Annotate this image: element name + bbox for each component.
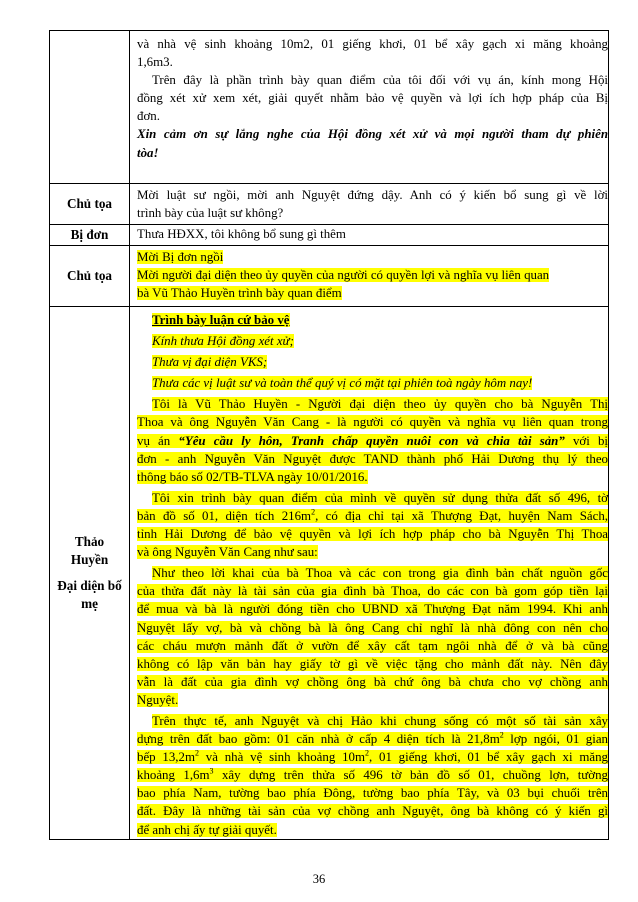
text-line: Tôi xin trình bày quan điểm của mình về quyền sử dụng thửa đất số 496, tờ [152, 490, 608, 505]
text-line: Mời Bị đơn ngồi [137, 250, 224, 264]
text-line: của thửa đất này là tài sản của gia đình bà Thoa, do các con bà gom góp tiền lại [137, 584, 608, 599]
speaker-label: Thảo [74, 533, 105, 549]
content-cell [130, 307, 609, 840]
text-line: Mời người đại diện theo ủy quyền của người có quyền lợi và nghĩa vụ liên quan [137, 268, 550, 283]
speaker-label: Chủ tọa [66, 196, 113, 211]
speaker-label: Chủ tọa [66, 268, 113, 283]
case-title: “Yêu cầu ly hôn, Tranh chấp quyền nuôi con và chia tài sản” [178, 433, 565, 448]
table-row [50, 307, 609, 840]
speaker-cell [50, 31, 130, 184]
speaker-cell [50, 225, 130, 246]
text-line: đơn. [137, 109, 160, 124]
text-line: thông báo số 02/TB-TLVA ngày 10/01/2016. [137, 469, 368, 484]
text-line: trình bày của luật sư không? [137, 206, 284, 221]
text-line: bản đồ số 01, diện tích $216m^2$, có địa chỉ tại xã Thượng Đạt, huyện Nam Sách, [137, 507, 608, 523]
content-cell [130, 31, 609, 184]
text-line: vẫn là đất của gia đình vợ chồng ông bà chứ ông bà chưa cho vợ chồng anh [137, 674, 608, 689]
section-heading: Trình bày luận cứ bảo vệ [152, 313, 290, 327]
text-line: khoảng $1,6m^3$ xây dựng trên thửa số 496 tờ bản đồ số 01, chuồng lợn, tường [137, 766, 608, 783]
text-line: dựng trên đất bao gồm: 01 căn nhà ở cấp 4 diện tích là $21,8m^2$ lợp ngói, 01 gian [137, 730, 608, 747]
content-cell [130, 225, 609, 246]
text-line: Thưa HĐXX, tôi không bổ sung gì thêm [137, 227, 346, 241]
closing-thanks: Xin cảm ơn sự lắng nghe của Hội đồng xét xử và mọi người tham dự phiên [137, 127, 608, 142]
table-row [50, 31, 609, 184]
greeting: Kính thưa Hội đồng xét xử; [152, 334, 294, 349]
greeting: Thưa các vị luật sư và toàn thể quý vị có mặt tại phiên toà ngày hôm nay! [152, 376, 533, 391]
text-line: Nguyệt lấy vợ, bà và chồng bà là ông Cang chỉ nghĩ là nhà đông con nên cho [137, 620, 608, 635]
text-line: vụ án “Yêu cầu ly hôn, Tranh chấp quyền nuôi con và chia tài sản” với bị [137, 433, 608, 448]
speaker-cell [50, 307, 130, 840]
text-line: đồng xét xử xem xét, giải quyết nhằm bảo vệ quyền và lợi ích hợp pháp của Bị [137, 91, 608, 106]
text-line: không có lập văn bản hay giấy tờ gì về việc tặng cho mảnh đất này. Nên đây [137, 656, 608, 671]
table-row [50, 184, 609, 225]
text-line: và ông Nguyễn Văn Cang như sau: [137, 545, 318, 560]
text-line: để anh chị ấy tự giải quyết. [137, 822, 277, 837]
table-row [50, 246, 609, 307]
table-row [50, 225, 609, 246]
text-line: bao phía Nam, tường bao phía Đông, tường bao phía Tây, và 03 bụi chuối trên [137, 786, 608, 801]
text-line: Trên đây là phần trình bày quan điểm của tôi đối với vụ án, kính mong Hội [152, 73, 608, 88]
text-line: 1,6m3. [137, 55, 173, 70]
greeting: Thưa vị đại diện VKS; [152, 355, 268, 370]
text-line: Mời luật sư ngồi, mời anh Nguyệt đứng dậy. Anh có ý kiến bổ sung gì về lời [137, 188, 608, 202]
text-line: Tôi là Vũ Thảo Huyền - Người đại diện theo ủy quyền cho bà Nguyễn Thị [152, 397, 608, 412]
text-line: bếp $13,2m^2$ và nhà vệ sinh khoảng $10m^2$, 01 giếng khơi, 01 bể xây gạch xi măng [137, 748, 608, 765]
text-line: Trên thực tế, anh Nguyệt và chị Hảo khi chung sống có một số tài sản xây [152, 713, 608, 728]
speaker-label: mẹ [81, 595, 98, 611]
speaker-label: Bị đơn [70, 227, 109, 242]
text-line: các cháu mượn mảnh đất ở vườn để xây cất tạm ngôi nhà để ở và bà cũng [137, 638, 608, 653]
text-line: tỉnh Hải Dương để bảo vệ quyền và lợi ích hợp pháp cho bà Nguyễn Thị Thoa [137, 527, 608, 542]
text-line: Như theo lời khai của bà Thoa và các con trong gia đình bản chất nguồn gốc [152, 566, 608, 581]
text-line: để mua và bà là người đóng tiền cho UBND xã Thượng Đạt năm 1994. Khi anh [137, 602, 608, 617]
text-line: Nguyệt. [137, 692, 179, 707]
speaker-label: Huyền [70, 551, 109, 567]
text-line: và nhà vệ sinh khoảng 10m2, 01 giếng khơi, 01 bể xây gạch xi măng khoảng [137, 37, 608, 51]
speaker-cell [50, 184, 130, 225]
speaker-label: Đại diện bố [57, 577, 122, 593]
text-line: đơn - anh Nguyễn Văn Nguyệt được TAND thành phố Hải Dương thụ lý theo [137, 451, 608, 466]
speaker-cell [50, 246, 130, 307]
content-cell [130, 246, 609, 307]
closing-thanks: tòa! [137, 145, 159, 160]
page-number: 36 [312, 872, 326, 886]
content-cell [130, 184, 609, 225]
text-line: Thoa và ông Nguyễn Văn Cang - là người có quyền và nghĩa vụ liên quan trong [137, 415, 608, 430]
document-table [49, 30, 609, 840]
text-line: đất. Đây là những tài sản của vợ chồng anh Nguyệt, ông bà không có ý kiến gì [137, 804, 608, 819]
text-line: bà Vũ Thảo Huyền trình bày quan điểm [137, 286, 342, 301]
